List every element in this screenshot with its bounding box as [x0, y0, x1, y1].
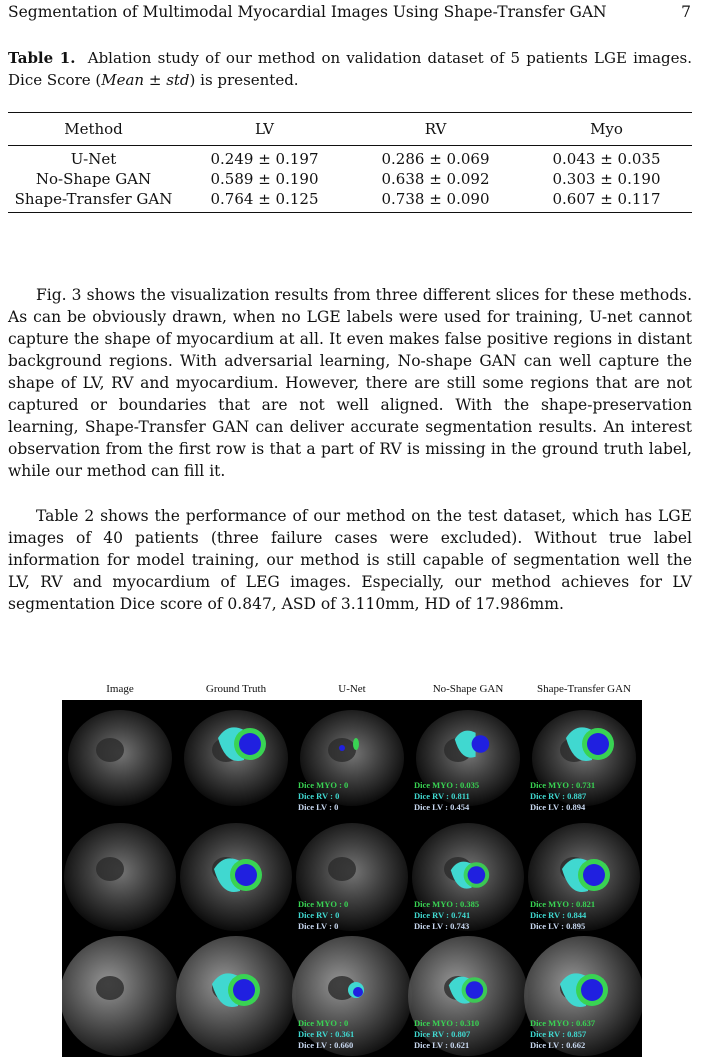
figure-cell-r1-c0 — [64, 823, 176, 931]
dice-score-label: Dice MYO : 0 — [298, 899, 349, 909]
figure-cell-r2-c0 — [62, 936, 180, 1056]
figure-cell-r1-c2 — [296, 823, 408, 931]
lv-segmentation — [339, 745, 345, 751]
page-number: 7 — [681, 3, 691, 21]
dice-score-label: Dice LV : 0.895 — [530, 921, 586, 931]
dice-score-label: Dice MYO : 0.731 — [530, 780, 596, 790]
table-label: Table 1. — [8, 49, 76, 67]
table-row — [8, 169, 692, 189]
figure-cell-r0-c1 — [184, 710, 288, 806]
dice-score-label: Dice MYO : 0 — [298, 1018, 349, 1028]
mri-structure — [96, 857, 124, 881]
paragraph-test-results: Table 2 shows the performance of our method on the test dataset, which has LGE images of 40 patients (three failure cases were excluded). Without true label information for model training, our method is still capable of segmentation well the LV, RV and myocardium of LEG images. Especially, our method achieves for LV segmentation Dice score of 0.847, ASD of 3.110mm, HD of 17.986mm. — [8, 507, 692, 613]
caption-italic: Mean ± std — [101, 71, 190, 89]
dice-score-label: Dice RV : 0.741 — [414, 910, 471, 920]
figure-cell-r1-c1 — [180, 823, 292, 931]
dice-score-label: Dice MYO : 0.310 — [414, 1018, 480, 1028]
cell-myo: 0.303 ± 0.190 — [552, 170, 661, 189]
dice-score-label: Dice MYO : 0.035 — [414, 780, 480, 790]
cell-lv: 0.249 ± 0.197 — [210, 150, 319, 169]
lv-segmentation — [583, 864, 605, 886]
dice-score-label: Dice LV : 0.660 — [298, 1040, 354, 1050]
segmentation-grid — [62, 700, 642, 1057]
dice-score-label: Dice LV : 0 — [298, 921, 339, 931]
lv-segmentation — [581, 979, 603, 1001]
mri-slice — [62, 936, 180, 1056]
segmentation-figure — [62, 700, 642, 1057]
lv-segmentation — [587, 733, 609, 755]
dice-score-label: Dice RV : 0.844 — [530, 910, 587, 920]
figure-cell-r0-c3 — [414, 710, 520, 812]
dice-score-label: Dice MYO : 0.821 — [530, 899, 596, 909]
lv-segmentation — [466, 981, 484, 999]
column-label-unet: U-Net — [338, 683, 366, 695]
cell-rv: 0.638 ± 0.092 — [381, 170, 490, 189]
figure-cell-r1-c4 — [528, 823, 640, 931]
lv-segmentation — [239, 733, 261, 755]
lv-segmentation — [233, 979, 255, 1001]
table-row — [8, 189, 692, 209]
column-label-ground-truth: Ground Truth — [205, 683, 267, 695]
cell-method: Shape-Transfer GAN — [14, 190, 173, 209]
dice-score-label: Dice LV : 0.621 — [414, 1040, 470, 1050]
lv-segmentation — [472, 735, 490, 753]
figure-cell-r0-c4 — [530, 710, 636, 812]
mri-structure — [96, 976, 124, 1000]
results-table — [8, 112, 692, 213]
mri-structure — [328, 857, 356, 881]
header-rv: RV — [424, 120, 447, 139]
mri-structure — [96, 738, 124, 762]
dice-score-label: Dice MYO : 0 — [298, 780, 349, 790]
cell-method: U-Net — [70, 150, 117, 169]
table-row — [8, 146, 692, 169]
header-myo: Myo — [590, 120, 623, 139]
figure-cell-r2-c1 — [176, 936, 296, 1056]
dice-score-label: Dice RV : 0 — [298, 910, 340, 920]
figure-cell-r0-c0 — [68, 710, 172, 806]
dice-score-label: Dice LV : 0.743 — [414, 921, 470, 931]
figure-cell-r0-c2 — [298, 710, 404, 812]
header-method: Method — [64, 120, 123, 139]
lv-segmentation — [353, 987, 363, 997]
cell-lv: 0.764 ± 0.125 — [210, 190, 319, 209]
paragraph-visualization: Fig. 3 shows the visualization results from three different slices for these methods. As can be obviously drawn, when no LGE labels were used for training, U-net cannot capture the shape of myocardium at all. It even makes false positive regions in distant background regions. With adversarial learning, No-shape GAN can well capture the shape of LV, RV and myocardium. However, there are still some regions that are not captured or boundaries that are not well aligned. With the shape-preservation learning, Shape-Transfer GAN can deliver accurate segmentation results. An interest observation from the first row is that a part of RV is missing in the ground truth label, while our method can fill it. — [8, 286, 692, 480]
dice-score-label: Dice RV : 0.361 — [298, 1029, 355, 1039]
dice-score-label: Dice LV : 0.454 — [414, 802, 470, 812]
cell-myo: 0.043 ± 0.035 — [552, 150, 661, 169]
column-label-image: Image — [106, 683, 134, 695]
table-header-row — [8, 113, 692, 145]
dice-score-label: Dice MYO : 0.385 — [414, 899, 480, 909]
lv-segmentation — [235, 864, 257, 886]
cell-myo: 0.607 ± 0.117 — [552, 190, 661, 209]
table-bottom-rule — [8, 212, 692, 213]
dice-score-label: Dice LV : 0 — [298, 802, 339, 812]
dice-score-label: Dice RV : 0.857 — [530, 1029, 587, 1039]
column-label-shape-transfer-gan: Shape-Transfer GAN — [537, 683, 631, 695]
dice-score-label: Dice LV : 0.662 — [530, 1040, 586, 1050]
figure-cell-r2-c3 — [408, 936, 528, 1056]
figure-cell-r2-c2 — [292, 936, 412, 1056]
table-caption — [8, 47, 692, 91]
cell-lv: 0.589 ± 0.190 — [210, 170, 319, 189]
header-lv: LV — [254, 120, 274, 139]
caption-text-2: ) is presented. — [189, 71, 299, 89]
caption-text-1: Ablation study of our method on validation dataset of 5 patients LGE images. Dice Score ( — [8, 49, 692, 89]
dice-score-label: Dice RV : 0 — [298, 791, 340, 801]
dice-score-label: Dice RV : 0.811 — [414, 791, 470, 801]
myo-segmentation — [353, 738, 359, 750]
dice-score-label: Dice RV : 0.807 — [414, 1029, 471, 1039]
running-head — [8, 3, 691, 25]
figure-column-labels — [62, 683, 642, 699]
figure-cell-r1-c3 — [412, 823, 524, 931]
cell-rv: 0.738 ± 0.090 — [381, 190, 490, 209]
column-label-no-shape-gan: No-Shape GAN — [432, 683, 504, 695]
cell-rv: 0.286 ± 0.069 — [381, 150, 490, 169]
figure-cell-r2-c4 — [524, 936, 642, 1056]
cell-method: No-Shape GAN — [35, 170, 152, 189]
lv-segmentation — [468, 866, 486, 884]
dice-score-label: Dice LV : 0.894 — [530, 802, 586, 812]
running-title: Segmentation of Multimodal Myocardial Images Using Shape-Transfer GAN — [8, 3, 607, 21]
dice-score-label: Dice RV : 0.887 — [530, 791, 587, 801]
dice-score-label: Dice MYO : 0.637 — [530, 1018, 596, 1028]
